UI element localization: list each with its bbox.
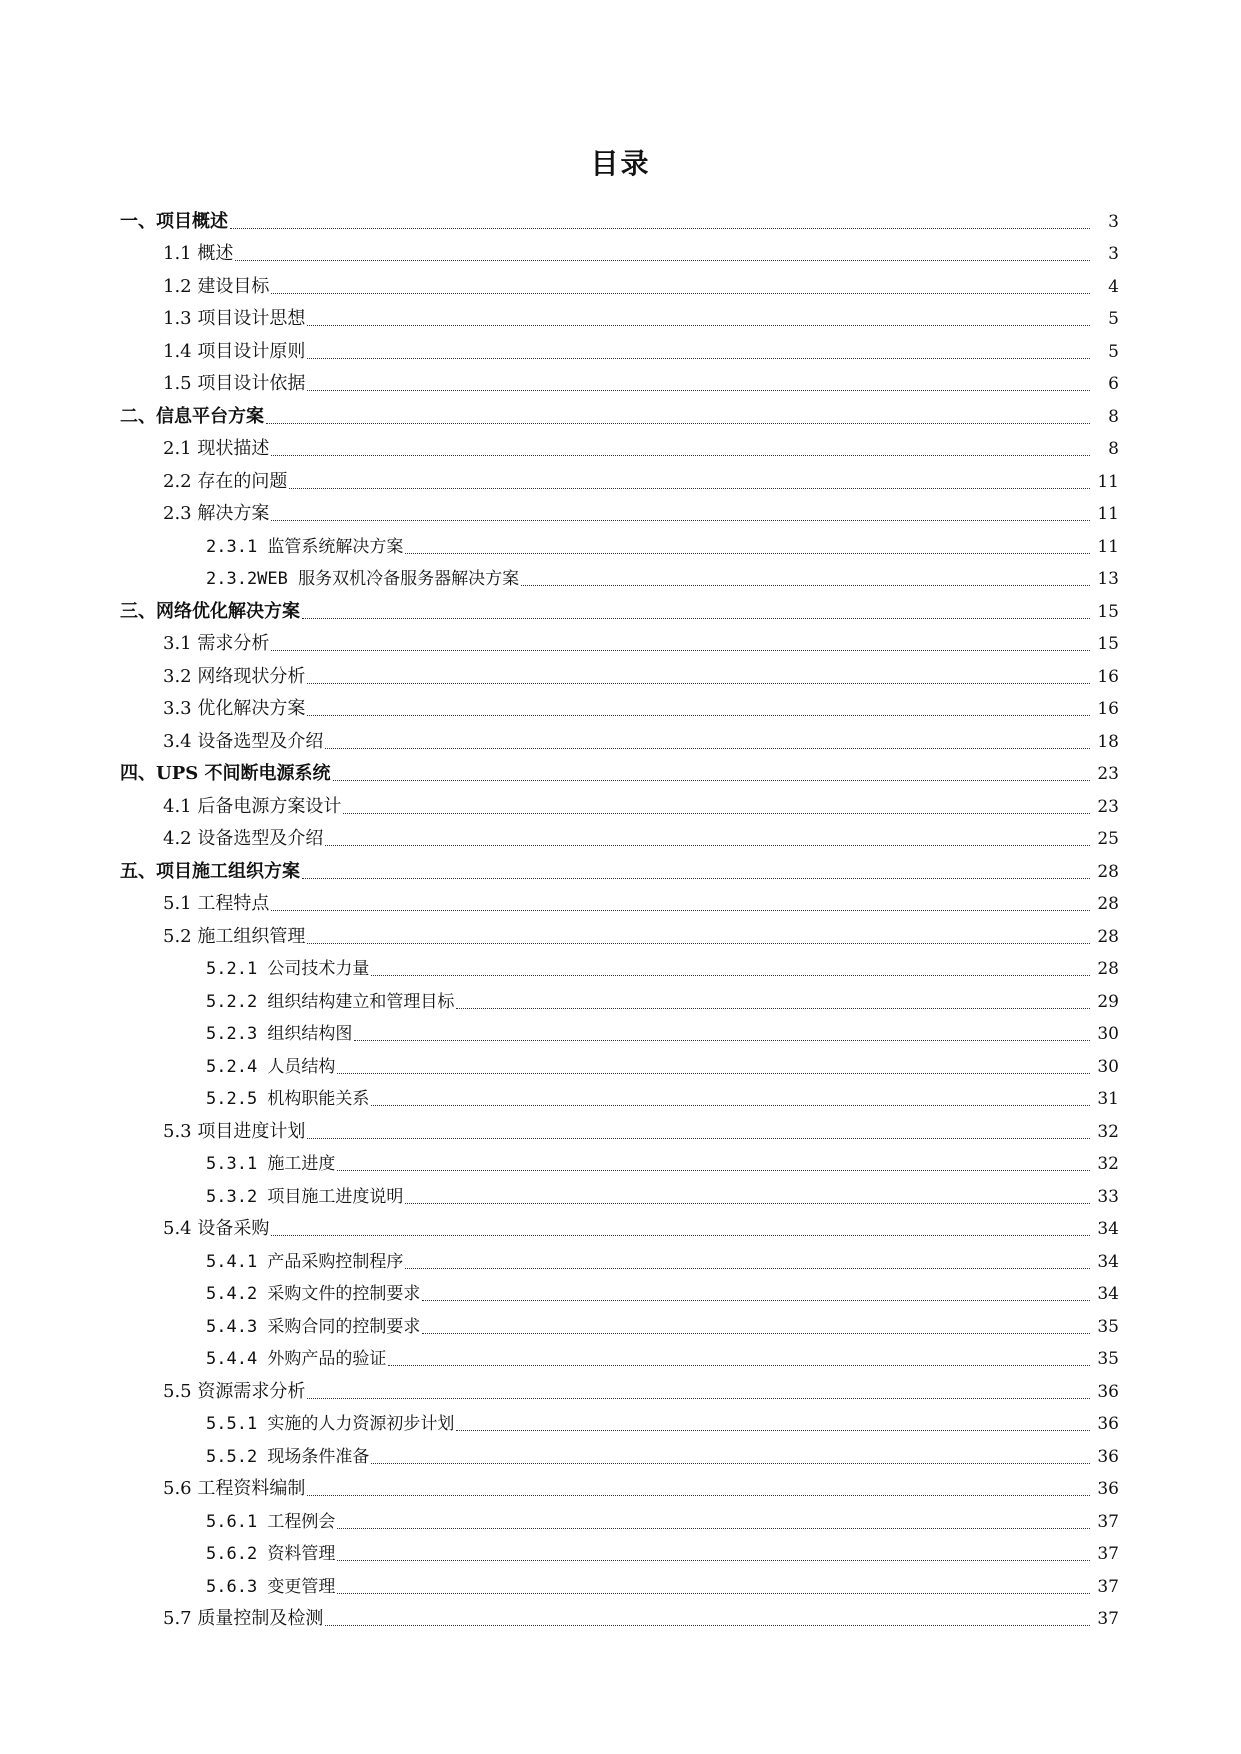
- toc-entry-label: 5.2.4 人员结构: [206, 1056, 336, 1077]
- toc-entry-label: 5.4.1 产品采购控制程序: [206, 1251, 404, 1272]
- toc-entry-page-number: 36: [1097, 1381, 1119, 1402]
- dot-leader: [307, 325, 1090, 326]
- toc-entry-level-1[interactable]: [0, 398, 1241, 431]
- dot-leader: [230, 228, 1090, 229]
- toc-entry-page-number: 11: [1097, 471, 1119, 492]
- dot-leader: [337, 1528, 1090, 1529]
- dot-leader: [325, 845, 1090, 846]
- toc-entry-label: 2.3.1 监管系统解决方案: [206, 536, 404, 557]
- toc-entry-page-number: 36: [1097, 1479, 1119, 1499]
- dot-leader: [235, 260, 1090, 261]
- toc-entry-level-1[interactable]: [0, 853, 1241, 886]
- toc-entry-level-3[interactable]: [0, 1536, 1241, 1569]
- toc-entry-level-1[interactable]: [0, 756, 1241, 789]
- toc-entry-page-number: 11: [1097, 504, 1119, 524]
- toc-entry-page-number: 28: [1097, 894, 1119, 914]
- toc-entry-label: 5.3.1 施工进度: [206, 1154, 336, 1174]
- toc-entry-page-number: 31: [1097, 1089, 1119, 1109]
- toc-entry-page-number: 33: [1097, 1186, 1119, 1207]
- toc-entry-level-2[interactable]: [0, 821, 1241, 854]
- dot-leader: [266, 423, 1090, 424]
- toc-entry-page-number: 4: [1108, 276, 1119, 297]
- dot-leader: [302, 878, 1090, 879]
- toc-entry-page-number: 8: [1108, 439, 1119, 459]
- dot-leader: [343, 813, 1090, 814]
- toc-entry-page-number: 5: [1108, 341, 1119, 362]
- dot-leader: [405, 1268, 1090, 1269]
- toc-entry-page-number: 29: [1097, 991, 1119, 1012]
- toc-entry-level-2[interactable]: [0, 1471, 1241, 1504]
- toc-entry-level-2[interactable]: [0, 626, 1241, 659]
- dot-leader: [354, 1040, 1090, 1041]
- toc-entry-label: 5.5.1 实施的人力资源初步计划: [206, 1414, 455, 1434]
- toc-entry-label: 4.1 后备电源方案设计: [163, 795, 342, 817]
- toc-entry-level-3[interactable]: [0, 1406, 1241, 1439]
- dot-leader: [307, 715, 1090, 716]
- toc-entry-level-3[interactable]: [0, 1178, 1241, 1211]
- toc-entry-label: 1.3 项目设计思想: [163, 308, 306, 329]
- toc-entry-level-2[interactable]: [0, 788, 1241, 821]
- toc-entry-level-2[interactable]: [0, 658, 1241, 691]
- dot-leader: [271, 910, 1090, 911]
- toc-entry-label: 5.3 项目进度计划: [163, 1120, 306, 1142]
- dot-leader: [307, 358, 1090, 359]
- dot-leader: [371, 975, 1090, 976]
- toc-entry-page-number: 16: [1097, 666, 1119, 687]
- toc-entry-page-number: 37: [1097, 1544, 1119, 1564]
- toc-entry-level-2[interactable]: [0, 691, 1241, 724]
- toc-entry-level-3[interactable]: [0, 561, 1241, 594]
- toc-entry-level-2[interactable]: [0, 1113, 1241, 1146]
- toc-entry-level-2[interactable]: [0, 723, 1241, 756]
- toc-entry-label: 5.2.2 组织结构建立和管理目标: [206, 991, 455, 1012]
- toc-entry-page-number: 32: [1097, 1121, 1119, 1142]
- toc-entry-level-1[interactable]: [0, 593, 1241, 626]
- toc-entry-level-2[interactable]: [0, 886, 1241, 919]
- toc-entry-level-3[interactable]: [0, 1016, 1241, 1049]
- toc-entry-page-number: 28: [1097, 926, 1119, 947]
- toc-entry-label: 5.4 设备采购: [163, 1218, 270, 1239]
- toc-entry-page-number: 35: [1097, 1316, 1119, 1337]
- dot-leader: [271, 650, 1090, 651]
- toc-entry-label: 5.2.1 公司技术力量: [206, 959, 370, 979]
- toc-entry-level-3[interactable]: [0, 983, 1241, 1016]
- toc-entry-page-number: 8: [1108, 406, 1119, 427]
- toc-entry-page-number: 3: [1108, 211, 1119, 232]
- toc-entry-label: 3.3 优化解决方案: [163, 698, 306, 719]
- toc-entry-level-2[interactable]: [0, 268, 1241, 301]
- toc-entry-label: 5.3.2 项目施工进度说明: [206, 1186, 404, 1207]
- toc-entry-page-number: 23: [1097, 796, 1119, 817]
- toc-entry-level-2[interactable]: [0, 463, 1241, 496]
- toc-entry-level-3[interactable]: [0, 951, 1241, 984]
- dot-leader: [325, 748, 1090, 749]
- toc-entry-page-number: 28: [1097, 861, 1119, 882]
- dot-leader: [456, 1430, 1090, 1431]
- toc-entry-page-number: 6: [1108, 374, 1119, 394]
- dot-leader: [307, 1398, 1090, 1399]
- toc-entry-level-3[interactable]: [0, 528, 1241, 561]
- toc-entry-label: 5.4.2 采购文件的控制要求: [206, 1284, 421, 1304]
- toc-entry-level-3[interactable]: [0, 1276, 1241, 1309]
- toc-entry-page-number: 30: [1097, 1056, 1119, 1077]
- dot-leader: [307, 1495, 1090, 1496]
- toc-entry-label: 一、项目概述: [120, 210, 228, 232]
- toc-entry-level-2[interactable]: [0, 301, 1241, 334]
- toc-entry-label: 5.2.3 组织结构图: [206, 1024, 353, 1044]
- toc-entry-page-number: 30: [1097, 1024, 1119, 1044]
- toc-entry-label: 1.5 项目设计依据: [163, 373, 306, 394]
- dot-leader: [422, 1300, 1090, 1301]
- dot-leader: [307, 943, 1090, 944]
- toc-entry-page-number: 36: [1097, 1446, 1119, 1467]
- toc-entry-level-2[interactable]: [0, 496, 1241, 529]
- toc-entry-page-number: 25: [1097, 829, 1119, 849]
- toc-entry-label: 5.1 工程特点: [163, 893, 270, 914]
- toc-entry-label: 3.2 网络现状分析: [163, 665, 306, 687]
- dot-leader: [307, 683, 1090, 684]
- toc-title: 目录: [590, 147, 651, 180]
- toc-entry-level-3[interactable]: [0, 1308, 1241, 1341]
- toc-entry-label: 2.2 存在的问题: [163, 470, 288, 492]
- toc-entry-page-number: 16: [1097, 699, 1119, 719]
- toc-entry-label: 5.2.5 机构职能关系: [206, 1089, 370, 1109]
- toc-entry-level-3[interactable]: [0, 1438, 1241, 1471]
- toc-entry-page-number: 3: [1108, 244, 1119, 264]
- toc-entry-level-3[interactable]: [0, 1243, 1241, 1276]
- toc-entry-page-number: 13: [1097, 569, 1119, 589]
- toc-entry-label: 1.2 建设目标: [163, 275, 270, 297]
- toc-entry-label: 2.1 现状描述: [163, 438, 270, 459]
- toc-entry-label: 2.3.2WEB 服务双机冷备服务器解决方案: [206, 569, 520, 589]
- toc-entry-page-number: 37: [1097, 1576, 1119, 1597]
- dot-leader: [337, 1593, 1090, 1594]
- toc-entry-label: 4.2 设备选型及介绍: [163, 828, 324, 849]
- toc-entry-page-number: 15: [1097, 601, 1119, 622]
- toc-entry-level-3[interactable]: [0, 1048, 1241, 1081]
- toc-entry-level-3[interactable]: [0, 1503, 1241, 1536]
- toc-entry-page-number: 28: [1097, 959, 1119, 979]
- toc-entry-label: 5.6.2 资料管理: [206, 1544, 336, 1564]
- toc-entry-level-2[interactable]: [0, 1211, 1241, 1244]
- toc-entry-page-number: 34: [1097, 1219, 1119, 1239]
- toc-entry-label: 5.5.2 现场条件准备: [206, 1446, 370, 1467]
- toc-entry-page-number: 18: [1097, 731, 1119, 752]
- toc-entry-label: 5.4.3 采购合同的控制要求: [206, 1316, 421, 1337]
- toc-entry-level-3[interactable]: [0, 1568, 1241, 1601]
- toc-entry-page-number: 34: [1097, 1284, 1119, 1304]
- dot-leader: [371, 1105, 1090, 1106]
- toc-entry-label: 5.4.4 外购产品的验证: [206, 1349, 387, 1369]
- toc-entry-level-2[interactable]: [0, 1373, 1241, 1406]
- toc-entry-label: 5.5 资源需求分析: [163, 1380, 306, 1402]
- toc-entry-label: 3.4 设备选型及介绍: [163, 730, 324, 752]
- toc-entry-label: 1.1 概述: [163, 243, 234, 264]
- dot-leader: [271, 455, 1090, 456]
- dot-leader: [302, 618, 1090, 619]
- toc-entry-page-number: 35: [1097, 1349, 1119, 1369]
- toc-entry-level-1[interactable]: [0, 203, 1241, 236]
- toc-entry-label: 三、网络优化解决方案: [120, 600, 300, 622]
- dot-leader: [271, 1235, 1090, 1236]
- toc-entry-label: 2.3 解决方案: [163, 503, 270, 524]
- toc-entry-level-3[interactable]: [0, 1146, 1241, 1179]
- toc-entry-page-number: 37: [1097, 1609, 1119, 1629]
- toc-entry-page-number: 11: [1097, 536, 1119, 557]
- dot-leader: [307, 390, 1090, 391]
- toc-entry-label: 五、项目施工组织方案: [120, 860, 300, 882]
- dot-leader: [405, 553, 1090, 554]
- dot-leader: [422, 1333, 1090, 1334]
- toc-entry-page-number: 15: [1097, 634, 1119, 654]
- toc-entry-level-2[interactable]: [0, 431, 1241, 464]
- dot-leader: [388, 1365, 1090, 1366]
- dot-leader: [456, 1008, 1090, 1009]
- toc-entry-level-3[interactable]: [0, 1341, 1241, 1374]
- dot-leader: [307, 1138, 1090, 1139]
- dot-leader: [325, 1625, 1090, 1626]
- toc-entry-level-2[interactable]: [0, 236, 1241, 269]
- table-of-contents: [0, 203, 1241, 1633]
- toc-entry-page-number: 32: [1097, 1154, 1119, 1174]
- toc-entry-page-number: 34: [1097, 1251, 1119, 1272]
- dot-leader: [333, 780, 1091, 781]
- toc-entry-label: 3.1 需求分析: [163, 633, 270, 654]
- toc-entry-label: 5.6.1 工程例会: [206, 1511, 336, 1532]
- toc-entry-label: 5.7 质量控制及检测: [163, 1608, 324, 1629]
- toc-entry-level-2[interactable]: [0, 333, 1241, 366]
- dot-leader: [371, 1463, 1090, 1464]
- toc-entry-level-3[interactable]: [0, 1081, 1241, 1114]
- toc-entry-page-number: 23: [1097, 764, 1119, 784]
- dot-leader: [271, 520, 1090, 521]
- toc-entry-level-2[interactable]: [0, 918, 1241, 951]
- dot-leader: [521, 585, 1090, 586]
- toc-entry-label: 四、UPS 不间断电源系统: [120, 763, 331, 784]
- toc-entry-level-2[interactable]: [0, 366, 1241, 399]
- toc-entry-page-number: 37: [1097, 1511, 1119, 1532]
- dot-leader: [337, 1073, 1090, 1074]
- toc-entry-level-2[interactable]: [0, 1601, 1241, 1634]
- toc-entry-label: 5.6 工程资料编制: [163, 1478, 306, 1499]
- toc-entry-label: 二、信息平台方案: [120, 405, 264, 427]
- toc-entry-page-number: 36: [1097, 1414, 1119, 1434]
- toc-entry-page-number: 5: [1108, 309, 1119, 329]
- dot-leader: [337, 1170, 1090, 1171]
- dot-leader: [337, 1560, 1090, 1561]
- dot-leader: [405, 1203, 1090, 1204]
- dot-leader: [271, 293, 1090, 294]
- toc-entry-label: 1.4 项目设计原则: [163, 340, 306, 362]
- dot-leader: [289, 488, 1090, 489]
- toc-entry-label: 5.6.3 变更管理: [206, 1576, 336, 1597]
- toc-entry-label: 5.2 施工组织管理: [163, 925, 306, 947]
